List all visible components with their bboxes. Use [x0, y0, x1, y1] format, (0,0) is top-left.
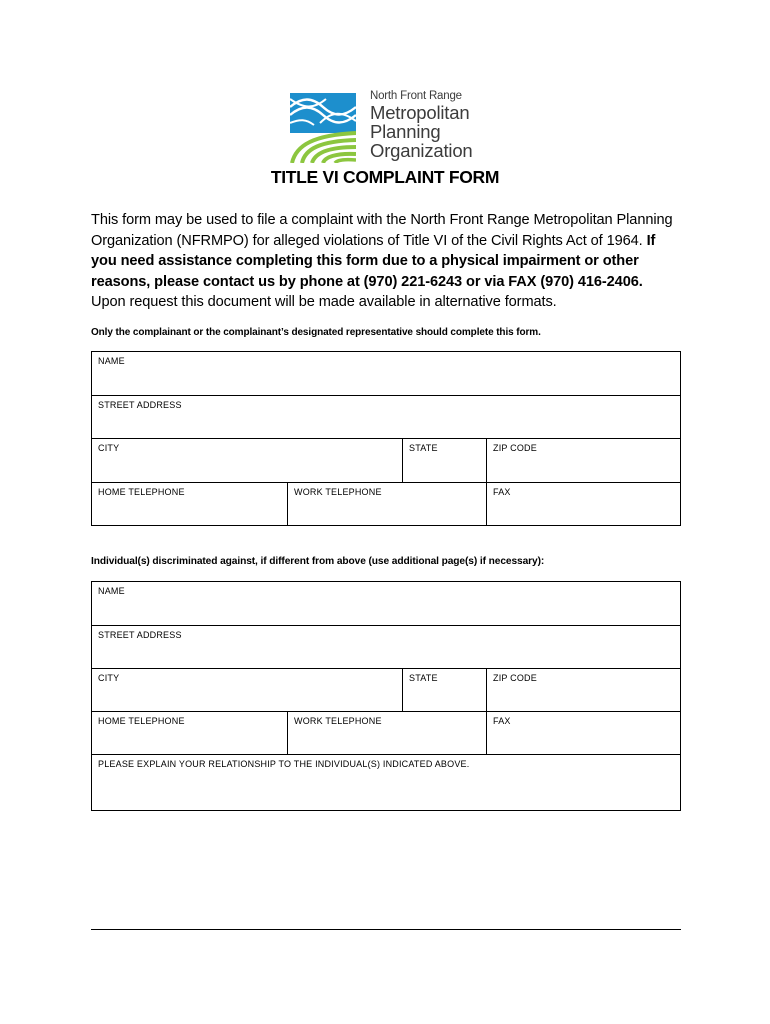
individual-zip-field[interactable]	[487, 669, 681, 712]
individual-state-field[interactable]	[403, 669, 487, 712]
field-label: NAME	[98, 356, 125, 366]
logo-line-1: North Front Range	[370, 90, 462, 102]
field-label: FAX	[493, 716, 511, 726]
nfrmpo-logo	[290, 91, 490, 164]
field-label: ZIP CODE	[493, 443, 537, 453]
logo-wordmark	[370, 91, 473, 160]
complainant-zip-field[interactable]	[487, 439, 681, 483]
individual-city-field[interactable]	[92, 669, 403, 712]
field-label: CITY	[98, 673, 120, 683]
footer-divider	[91, 929, 681, 930]
relationship-explanation-field[interactable]	[92, 755, 681, 811]
complainant-name-field[interactable]	[92, 352, 681, 396]
intro-text-1: This form may be used to file a complaint with the North Front Range Metropolitan Planning Organization (NFRMPO) for alleged violations of Title VI of the Civil Rights Act of 1964.	[91, 212, 673, 249]
individual-home-phone-field[interactable]	[92, 712, 288, 755]
field-label: WORK TELEPHONE	[294, 486, 382, 497]
individual-name-field[interactable]	[92, 582, 681, 626]
complainant-note: Only the complainant or the complainant’s designated representative should complete this form.	[91, 327, 541, 338]
logo-line-2: Metropolitan	[370, 101, 470, 123]
complainant-fax-field[interactable]	[487, 482, 681, 526]
individual-note: Individual(s) discriminated against, if different from above (use additional page(s) if necessary):	[91, 556, 545, 567]
individual-work-phone-field[interactable]	[288, 712, 487, 755]
logo-line-3: Planning	[370, 120, 441, 142]
field-label: PLEASE EXPLAIN YOUR RELATIONSHIP TO THE INDIVIDUAL(S) INDICATED ABOVE.	[98, 759, 470, 769]
complainant-form-table	[91, 351, 681, 526]
field-label: STREET ADDRESS	[98, 629, 182, 640]
field-label: HOME TELEPHONE	[98, 716, 185, 726]
page-title: TITLE VI COMPLAINT FORM	[270, 167, 500, 187]
complainant-street-field[interactable]	[92, 395, 681, 439]
field-label: CITY	[98, 443, 120, 453]
complainant-state-field[interactable]	[403, 439, 487, 483]
field-label: STREET ADDRESS	[98, 399, 182, 410]
intro-paragraph	[91, 210, 681, 313]
field-label: STATE	[409, 673, 438, 683]
complainant-city-field[interactable]	[92, 439, 403, 483]
field-label: ZIP CODE	[493, 673, 537, 683]
field-label: NAME	[98, 586, 125, 596]
intro-text-2: Upon request this document will be made available in alternative formats.	[91, 294, 557, 311]
logo-line-4: Organization	[370, 139, 473, 161]
field-label: HOME TELEPHONE	[98, 486, 185, 497]
intro-bold-text: If you need assistance completing this form due to a physical impairment or other reasons, please contact us by phone at (970) 221-6243 or via FAX (970) 416-2406.	[91, 232, 656, 290]
individual-fax-field[interactable]	[487, 712, 681, 755]
individual-form-table	[91, 581, 681, 811]
complainant-home-phone-field[interactable]	[92, 482, 288, 526]
field-label: WORK TELEPHONE	[294, 716, 382, 726]
field-label: STATE	[409, 443, 438, 453]
nfrmpo-logo-icon	[290, 93, 356, 163]
individual-street-field[interactable]	[92, 625, 681, 669]
complainant-work-phone-field[interactable]	[288, 482, 487, 526]
field-label: FAX	[493, 486, 511, 497]
